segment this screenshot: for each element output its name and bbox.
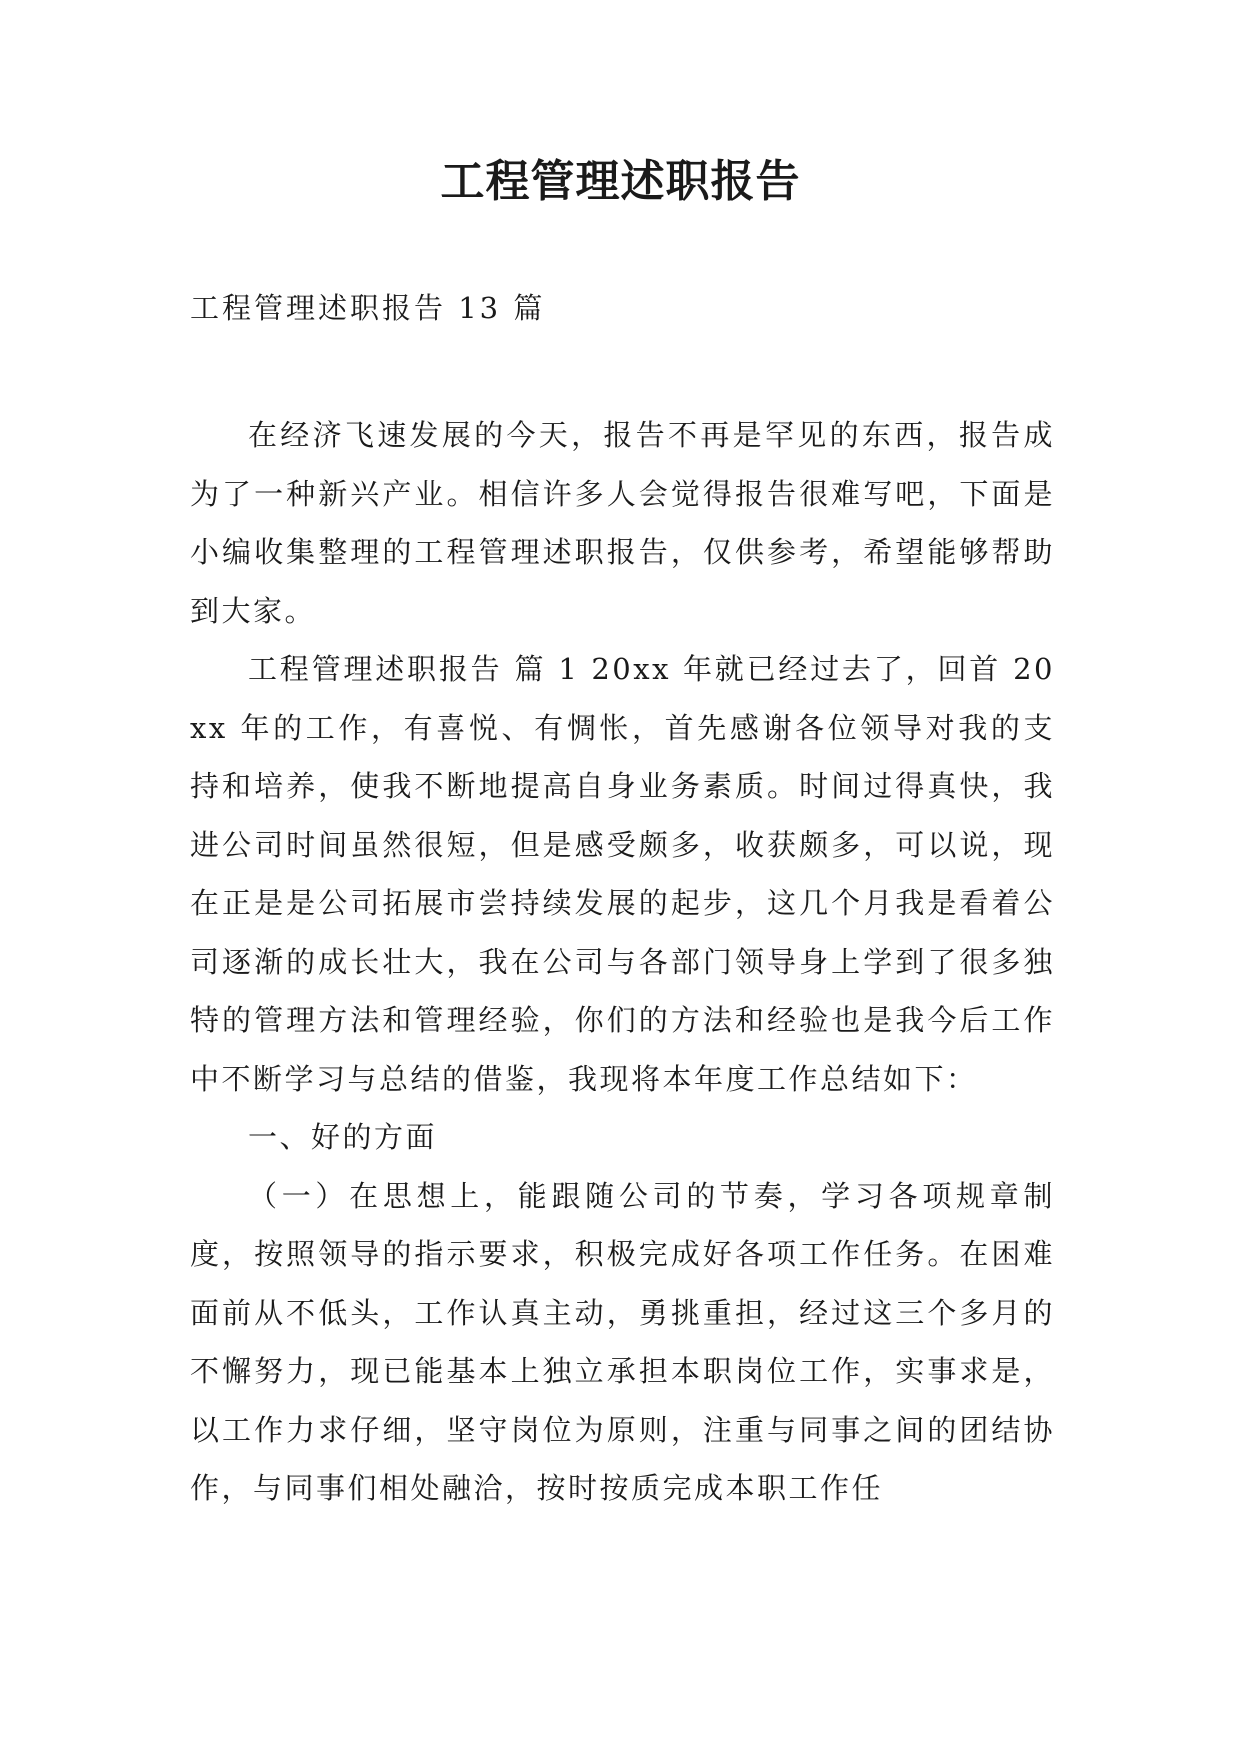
section-heading: 一、好的方面	[248, 1120, 438, 1154]
paragraph-section-1: （一）在思想上，能跟随公司的节奏，学习各项规章制度，按照领导的指示要求，积极完成好各项工作任务。在困难面前从不低头，工作认真主动，勇挑重担，经过这三个多月的不懈努力，现已能基本上独立承担本职岗位工作，实事求是，以工作力求仔细，坚守岗位为原则，注重与同事之间的团结协作，与同事们相处融洽，按时按质完成本职工作任	[190, 1178, 1055, 1505]
document-title: 工程管理述职报告	[440, 156, 801, 207]
document-body	[190, 406, 1055, 1518]
paragraph-intro: 在经济飞速发展的今天，报告不再是罕见的东西，报告成为了一种新兴产业。相信许多人会觉得报告很难写吧，下面是小编收集整理的工程管理述职报告，仅供参考，希望能够帮助到大家。	[190, 418, 1055, 628]
document-subtitle: 工程管理述职报告 13 篇	[190, 291, 546, 325]
paragraph-part-1: 工程管理述职报告 篇 1 20xx 年就已经过去了，回首 20xx 年的工作，有喜悦、有惆怅，首先感谢各位领导对我的支持和培养，使我不断地提高自身业务素质。时间过得真快，我进公司时间虽然很短，但是感受颇多，收获颇多，可以说，现在正是是公司拓展市尝持续发展的起步，这几个月我是看着公司逐渐的成长壮大，我在公司与各部门领导身上学到了很多独特的管理方法和管理经验，你们的方法和经验也是我今后工作中不断学习与总结的借鉴，我现将本年度工作总结如下：	[190, 652, 1055, 1096]
